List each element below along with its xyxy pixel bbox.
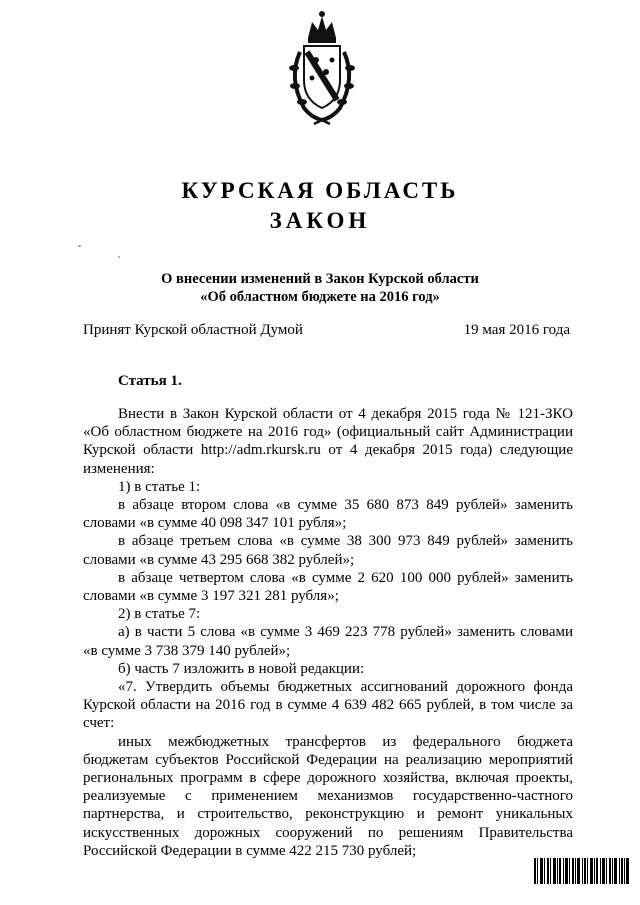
article-paragraph: 1) в статье 1: <box>118 478 201 495</box>
region-heading: КУРСКАЯ ОБЛАСТЬ <box>181 178 459 203</box>
article-paragraph: б) часть 7 изложить в новой редакции: <box>118 660 365 677</box>
adopted-by: Принят Курской областной Думой <box>83 322 303 338</box>
law-title-line-1: О внесении изменений в Закон Курской области <box>161 271 479 287</box>
article-paragraph: в абзаце третьем слова «в сумме 38 300 973 849 рублей» заменить словами «в сумме 43 295 668 382 рублей»; <box>83 533 573 568</box>
law-title-line-2: «Об областном бюджете на 2016 год» <box>200 289 440 305</box>
scan-speck <box>118 256 120 258</box>
adoption-date: 19 мая 2016 года <box>463 322 570 338</box>
law-title <box>0 270 640 306</box>
coat-of-arms-emblem <box>282 8 362 126</box>
document-type-heading: ЗАКОН <box>269 208 371 233</box>
article-paragraph: а) в части 5 слова «в сумме 3 469 223 778 рублей» заменить словами «в сумме 3 738 379 140 рублей»; <box>83 624 573 659</box>
barcode-image <box>534 858 630 884</box>
article-paragraph: 2) в статье 7: <box>118 606 201 623</box>
article-paragraph: в абзаце четвертом слова «в сумме 2 620 100 000 рублей» заменить словами «в сумме 3 197 321 281 рубля»; <box>83 569 573 605</box>
article-paragraph: в абзаце втором слова «в сумме 35 680 873 849 рублей» заменить словами «в сумме 40 098 347 101 рубля»; <box>83 497 573 532</box>
article-heading: Статья 1. <box>118 373 182 389</box>
article-paragraph: Внести в Закон Курской области от 4 декабря 2015 года № 121-ЗКО «Об областном бюджете на 2016 год» (официальный сайт Администрации Курской области http://adm.rkursk.ru от 4 декабря 2015 года) следующие изменения: <box>83 406 573 477</box>
article-paragraph: «7. Утвердить объемы бюджетных ассигнований дорожного фонда Курской области на 2016 год в сумме 4 639 482 665 рублей, в том числе за счет: <box>83 679 573 732</box>
scan-speck <box>78 245 81 247</box>
article-paragraph: иных межбюджетных трансфертов из федерального бюджета бюджетам субъектов Российской Федерации на реализацию мероприятий региональных программ в сфере дорожного хозяйства, включая проекты, реализуемые с применением механизмов государственно-частного партнерства, и строительство, реконструкцию и ремонт уникальных искусственных дорожных сооружений по решениям Правительства Российской Федерации в сумме 422 215 730 рублей; <box>83 733 573 859</box>
article-body <box>83 405 573 860</box>
